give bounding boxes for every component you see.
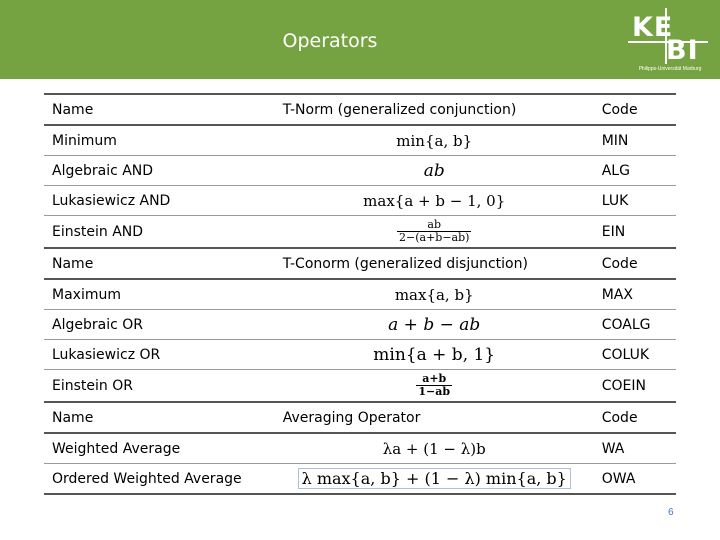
table-header-row: Name Averaging Operator Code — [44, 402, 676, 433]
kebi-logo: KE BI Philipps-Universität Marburg — [624, 8, 716, 74]
table-row: Einstein OR $\frac{a+b}{1-ab}$ COEIN — [44, 370, 676, 403]
table-row: Maximum max{a, b} MAX — [44, 279, 676, 310]
table-row: Einstein AND $\frac{ab}{2-(a+b-ab)}$ EIN — [44, 216, 676, 249]
page-number: 6 — [668, 507, 674, 518]
col-operator-header: T-Norm (generalized conjunction) — [275, 94, 594, 125]
col-code-header: Code — [594, 94, 676, 125]
slide-header — [0, 0, 720, 79]
owa-formula: λ max{a, b} + (1 − λ) min{a, b} — [298, 468, 571, 489]
operators-table — [44, 93, 676, 495]
table-row: Algebraic AND ab ALG — [44, 156, 676, 186]
table-row: Lukasiewicz AND max{a + b − 1, 0} LUK — [44, 186, 676, 216]
table-row: Ordered Weighted Average λ max{a, b} + (1 − λ) min{a, b} OWA — [44, 464, 676, 495]
table-row: Algebraic OR a + b − ab COALG — [44, 310, 676, 340]
table-row: Minimum min{a, b} MIN — [44, 125, 676, 156]
fraction: $\frac{ab}{2-(a+b-ab)}$ — [399, 218, 470, 244]
fraction: $\frac{a+b}{1-ab}$ — [418, 372, 451, 398]
table-row: Lukasiewicz OR min{a + b, 1} COLUK — [44, 340, 676, 370]
table-header-row — [44, 94, 676, 125]
slide-title: Operators — [282, 30, 378, 52]
table-row: Weighted Average λa + (1 − λ)b WA — [44, 433, 676, 464]
table-header-row: Name T-Conorm (generalized disjunction) Code — [44, 248, 676, 279]
col-name-header: Name — [44, 94, 275, 125]
